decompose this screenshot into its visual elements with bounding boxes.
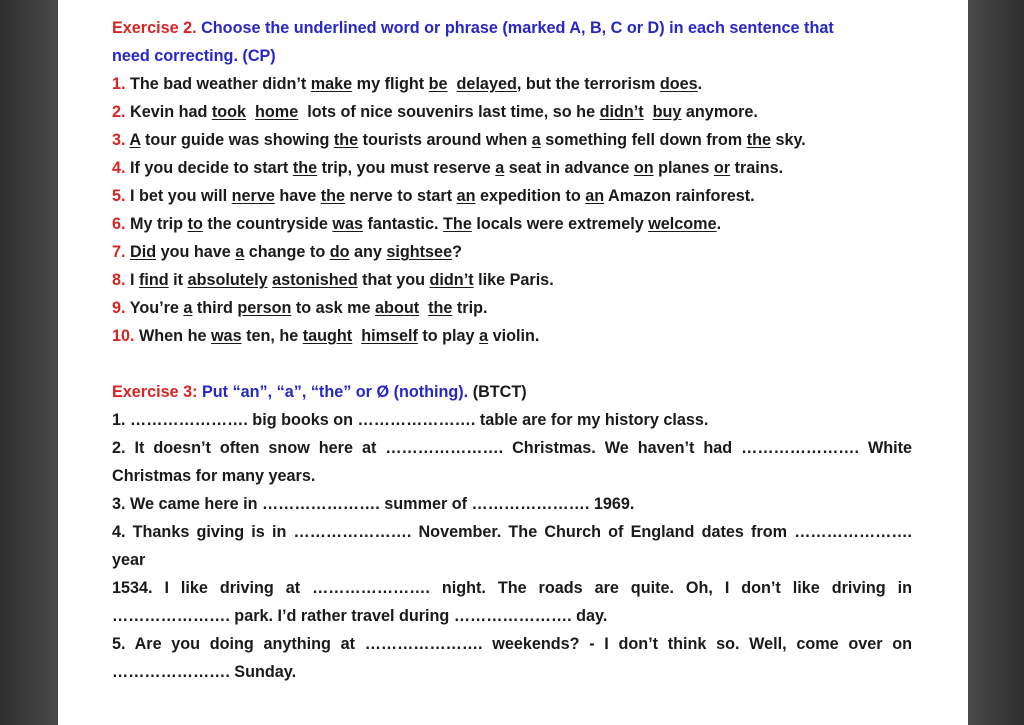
underlined-option: person xyxy=(237,299,292,317)
underlined-option: sightsee xyxy=(386,243,453,261)
underlined-option: about xyxy=(375,299,420,317)
exercise-3-line xyxy=(112,602,912,630)
underlined-option: didn’t xyxy=(429,271,474,289)
underlined-option: a xyxy=(495,159,505,177)
fill-in-blank: …………………. xyxy=(364,635,483,653)
underlined-option: buy xyxy=(652,103,682,121)
sentence-text: my flight xyxy=(352,75,429,93)
sentence-text: tourists around when xyxy=(358,131,532,149)
underlined-option: was xyxy=(332,215,363,233)
exercise-3-label: Exercise 3: xyxy=(112,383,198,401)
sentence-text: 3. We came here in xyxy=(112,495,262,513)
sentence-text: have xyxy=(274,187,321,205)
sentence-text: If you decide to start xyxy=(130,159,293,177)
underlined-option: nerve xyxy=(231,187,275,205)
worksheet-page xyxy=(58,0,968,725)
fill-in-blank: …………………. xyxy=(471,495,590,513)
underlined-option: a xyxy=(235,243,245,261)
sentence-text: ten, he xyxy=(241,327,303,345)
underlined-option: on xyxy=(633,159,654,177)
sentence-text: fantastic. xyxy=(362,215,444,233)
sentence-text xyxy=(448,75,457,93)
underlined-option: or xyxy=(713,159,731,177)
sentence-text: White xyxy=(858,439,913,457)
exercise-3-line xyxy=(112,462,912,490)
sentence-text: planes xyxy=(653,159,714,177)
sentence-text: Kevin had xyxy=(130,103,212,121)
sentence-text xyxy=(419,299,428,317)
underlined-option: The xyxy=(443,215,472,233)
exercise-2-item xyxy=(112,154,912,182)
sentence-text: 1. xyxy=(112,411,130,429)
fill-in-blank: …………………. xyxy=(357,411,476,429)
sentence-text: November. The Church of England dates from xyxy=(411,523,795,541)
underlined-option: be xyxy=(428,75,448,93)
sentence-text: day. xyxy=(571,607,608,625)
fill-in-blank: …………………. xyxy=(453,607,572,625)
sentence-text: like Paris. xyxy=(473,271,554,289)
exercise-2-item xyxy=(112,210,912,238)
item-number: 1. xyxy=(112,75,130,93)
exercise-3-line xyxy=(112,406,912,434)
underlined-option: the xyxy=(333,131,359,149)
sentence-text: year xyxy=(112,551,146,569)
sentence-text xyxy=(644,103,653,121)
exercise-2-item xyxy=(112,98,912,126)
sentence-text: to play xyxy=(417,327,480,345)
sentence-text: you have xyxy=(156,243,236,261)
exercise-3-instructions: Put “an”, “a”, “the” or Ø (nothing). xyxy=(202,383,469,401)
sentence-text: nerve to start xyxy=(345,187,457,205)
sentence-text: Amazon rainforest. xyxy=(604,187,755,205)
sentence-text: My trip xyxy=(130,215,188,233)
underlined-option: astonished xyxy=(272,271,358,289)
sentence-text: tour guide was showing xyxy=(140,131,334,149)
fill-in-blank: …………………. xyxy=(293,523,412,541)
exercise-3-line xyxy=(112,574,912,602)
sentence-text: The bad weather didn’t xyxy=(130,75,311,93)
item-number: 10. xyxy=(112,327,140,345)
exercise-3-line xyxy=(112,658,912,686)
sentence-text: any xyxy=(349,243,387,261)
item-number: 5. xyxy=(112,187,130,205)
exercise-3-line xyxy=(112,518,912,574)
sentence-text: third xyxy=(192,299,238,317)
underlined-option: was xyxy=(210,327,242,345)
exercise-2-item xyxy=(112,266,912,294)
underlined-option: a xyxy=(183,299,193,317)
sentence-text: When he xyxy=(139,327,211,345)
sentence-text: seat in advance xyxy=(504,159,634,177)
underlined-option: the xyxy=(320,187,346,205)
underlined-option: to xyxy=(187,215,203,233)
underlined-option: does xyxy=(659,75,698,93)
underlined-option: himself xyxy=(361,327,418,345)
underlined-option: do xyxy=(329,243,350,261)
fill-in-blank: …………………. xyxy=(312,579,430,597)
exercise-3-line xyxy=(112,490,912,518)
sentence-text: anymore. xyxy=(681,103,758,121)
sentence-text: expedition to xyxy=(475,187,586,205)
sentence-text: trip, you must reserve xyxy=(317,159,496,177)
underlined-option: taught xyxy=(302,327,353,345)
section-spacer xyxy=(112,350,912,378)
underlined-option: home xyxy=(255,103,299,121)
underlined-option: absolutely xyxy=(187,271,268,289)
sentence-text: the countryside xyxy=(202,215,333,233)
item-number: 9. xyxy=(112,299,130,317)
underlined-option: didn’t xyxy=(599,103,644,121)
sentence-text xyxy=(352,327,361,345)
right-shadow-margin xyxy=(968,0,1024,725)
exercise-2-instructions: Choose the underlined word or phrase (marked A, B, C or D) in each sentence that xyxy=(201,19,834,37)
sentence-text: that you xyxy=(357,271,430,289)
sentence-text: 5. Are you doing anything at xyxy=(112,635,365,653)
sentence-text xyxy=(246,103,255,121)
underlined-option: welcome xyxy=(648,215,717,233)
exercise-2-item xyxy=(112,182,912,210)
underlined-option: an xyxy=(456,187,476,205)
underlined-option: the xyxy=(292,159,318,177)
item-number: 4. xyxy=(112,159,130,177)
underlined-option: A xyxy=(129,131,141,149)
worksheet-content xyxy=(112,14,912,686)
sentence-text: Sunday. xyxy=(229,663,297,681)
underlined-option: the xyxy=(428,299,453,317)
sentence-text: summer of xyxy=(379,495,472,513)
underlined-option: delayed xyxy=(456,75,517,93)
exercise-3-list xyxy=(112,406,912,686)
sentence-text: 2. It doesn’t often snow here at xyxy=(112,439,386,457)
sentence-text: trains. xyxy=(730,159,784,177)
exercise-3-suffix: (BTCT) xyxy=(472,383,527,401)
exercise-2-label: Exercise 2. xyxy=(112,19,197,37)
underlined-option: Did xyxy=(130,243,157,261)
sentence-text: big books on xyxy=(247,411,358,429)
sentence-text: I bet you will xyxy=(130,187,232,205)
underlined-option: a xyxy=(479,327,489,345)
sentence-text: to ask me xyxy=(291,299,376,317)
underlined-option: a xyxy=(531,131,541,149)
sentence-text: table are for my history class. xyxy=(475,411,709,429)
exercise-2-item xyxy=(112,126,912,154)
item-number: 8. xyxy=(112,271,130,289)
sentence-text: You’re xyxy=(129,299,184,317)
underlined-option: an xyxy=(585,187,605,205)
exercise-2-heading xyxy=(112,14,912,70)
sentence-text: night. The roads are quite. Oh, I don’t like driving in xyxy=(429,579,912,597)
exercise-2-list xyxy=(112,70,912,350)
fill-in-blank: …………………. xyxy=(385,439,504,457)
exercise-2-item xyxy=(112,294,912,322)
sentence-text: . xyxy=(716,215,722,233)
sentence-text: locals were extremely xyxy=(471,215,649,233)
sentence-text: weekends? - I don’t think so. Well, come over on xyxy=(482,635,912,653)
fill-in-blank: …………………. xyxy=(112,663,230,681)
sentence-text: ? xyxy=(452,243,462,261)
sentence-text: Christmas. We haven’t had xyxy=(503,439,742,457)
sentence-text: sky. xyxy=(770,131,806,149)
exercise-3-heading xyxy=(112,378,912,406)
fill-in-blank: …………………. xyxy=(794,523,912,541)
underlined-option: find xyxy=(139,271,169,289)
fill-in-blank: …………………. xyxy=(112,607,230,625)
exercise-2-item xyxy=(112,238,912,266)
exercise-3-line xyxy=(112,630,912,658)
underlined-option: took xyxy=(211,103,247,121)
sentence-text: 1969. xyxy=(589,495,635,513)
sentence-text: trip. xyxy=(452,299,488,317)
item-number: 2. xyxy=(112,103,130,121)
underlined-option: make xyxy=(310,75,353,93)
sentence-text: I xyxy=(130,271,139,289)
exercise-2-item xyxy=(112,70,912,98)
sentence-text: violin. xyxy=(488,327,540,345)
item-number: 7. xyxy=(112,243,130,261)
sentence-text: . xyxy=(697,75,703,93)
left-shadow-margin xyxy=(0,0,58,725)
fill-in-blank: …………………. xyxy=(130,411,248,429)
sentence-text: something fell down from xyxy=(540,131,747,149)
sentence-text: 4. Thanks giving is in xyxy=(112,523,294,541)
item-number: 3. xyxy=(112,131,130,149)
sentence-text: 1534. I like driving at xyxy=(112,579,313,597)
exercise-2-instructions-cont: need correcting. (CP) xyxy=(112,47,276,65)
exercise-2-item xyxy=(112,322,912,350)
sentence-text: Christmas for many years. xyxy=(112,467,316,485)
sentence-text: park. I’d rather travel during xyxy=(229,607,454,625)
fill-in-blank: …………………. xyxy=(261,495,380,513)
item-number: 6. xyxy=(112,215,130,233)
sentence-text: change to xyxy=(244,243,330,261)
fill-in-blank: …………………. xyxy=(741,439,859,457)
sentence-text: , but the terrorism xyxy=(516,75,660,93)
sentence-text: lots of nice souvenirs last time, so he xyxy=(298,103,600,121)
underlined-option: the xyxy=(746,131,771,149)
sentence-text: it xyxy=(168,271,188,289)
exercise-3-line xyxy=(112,434,912,462)
